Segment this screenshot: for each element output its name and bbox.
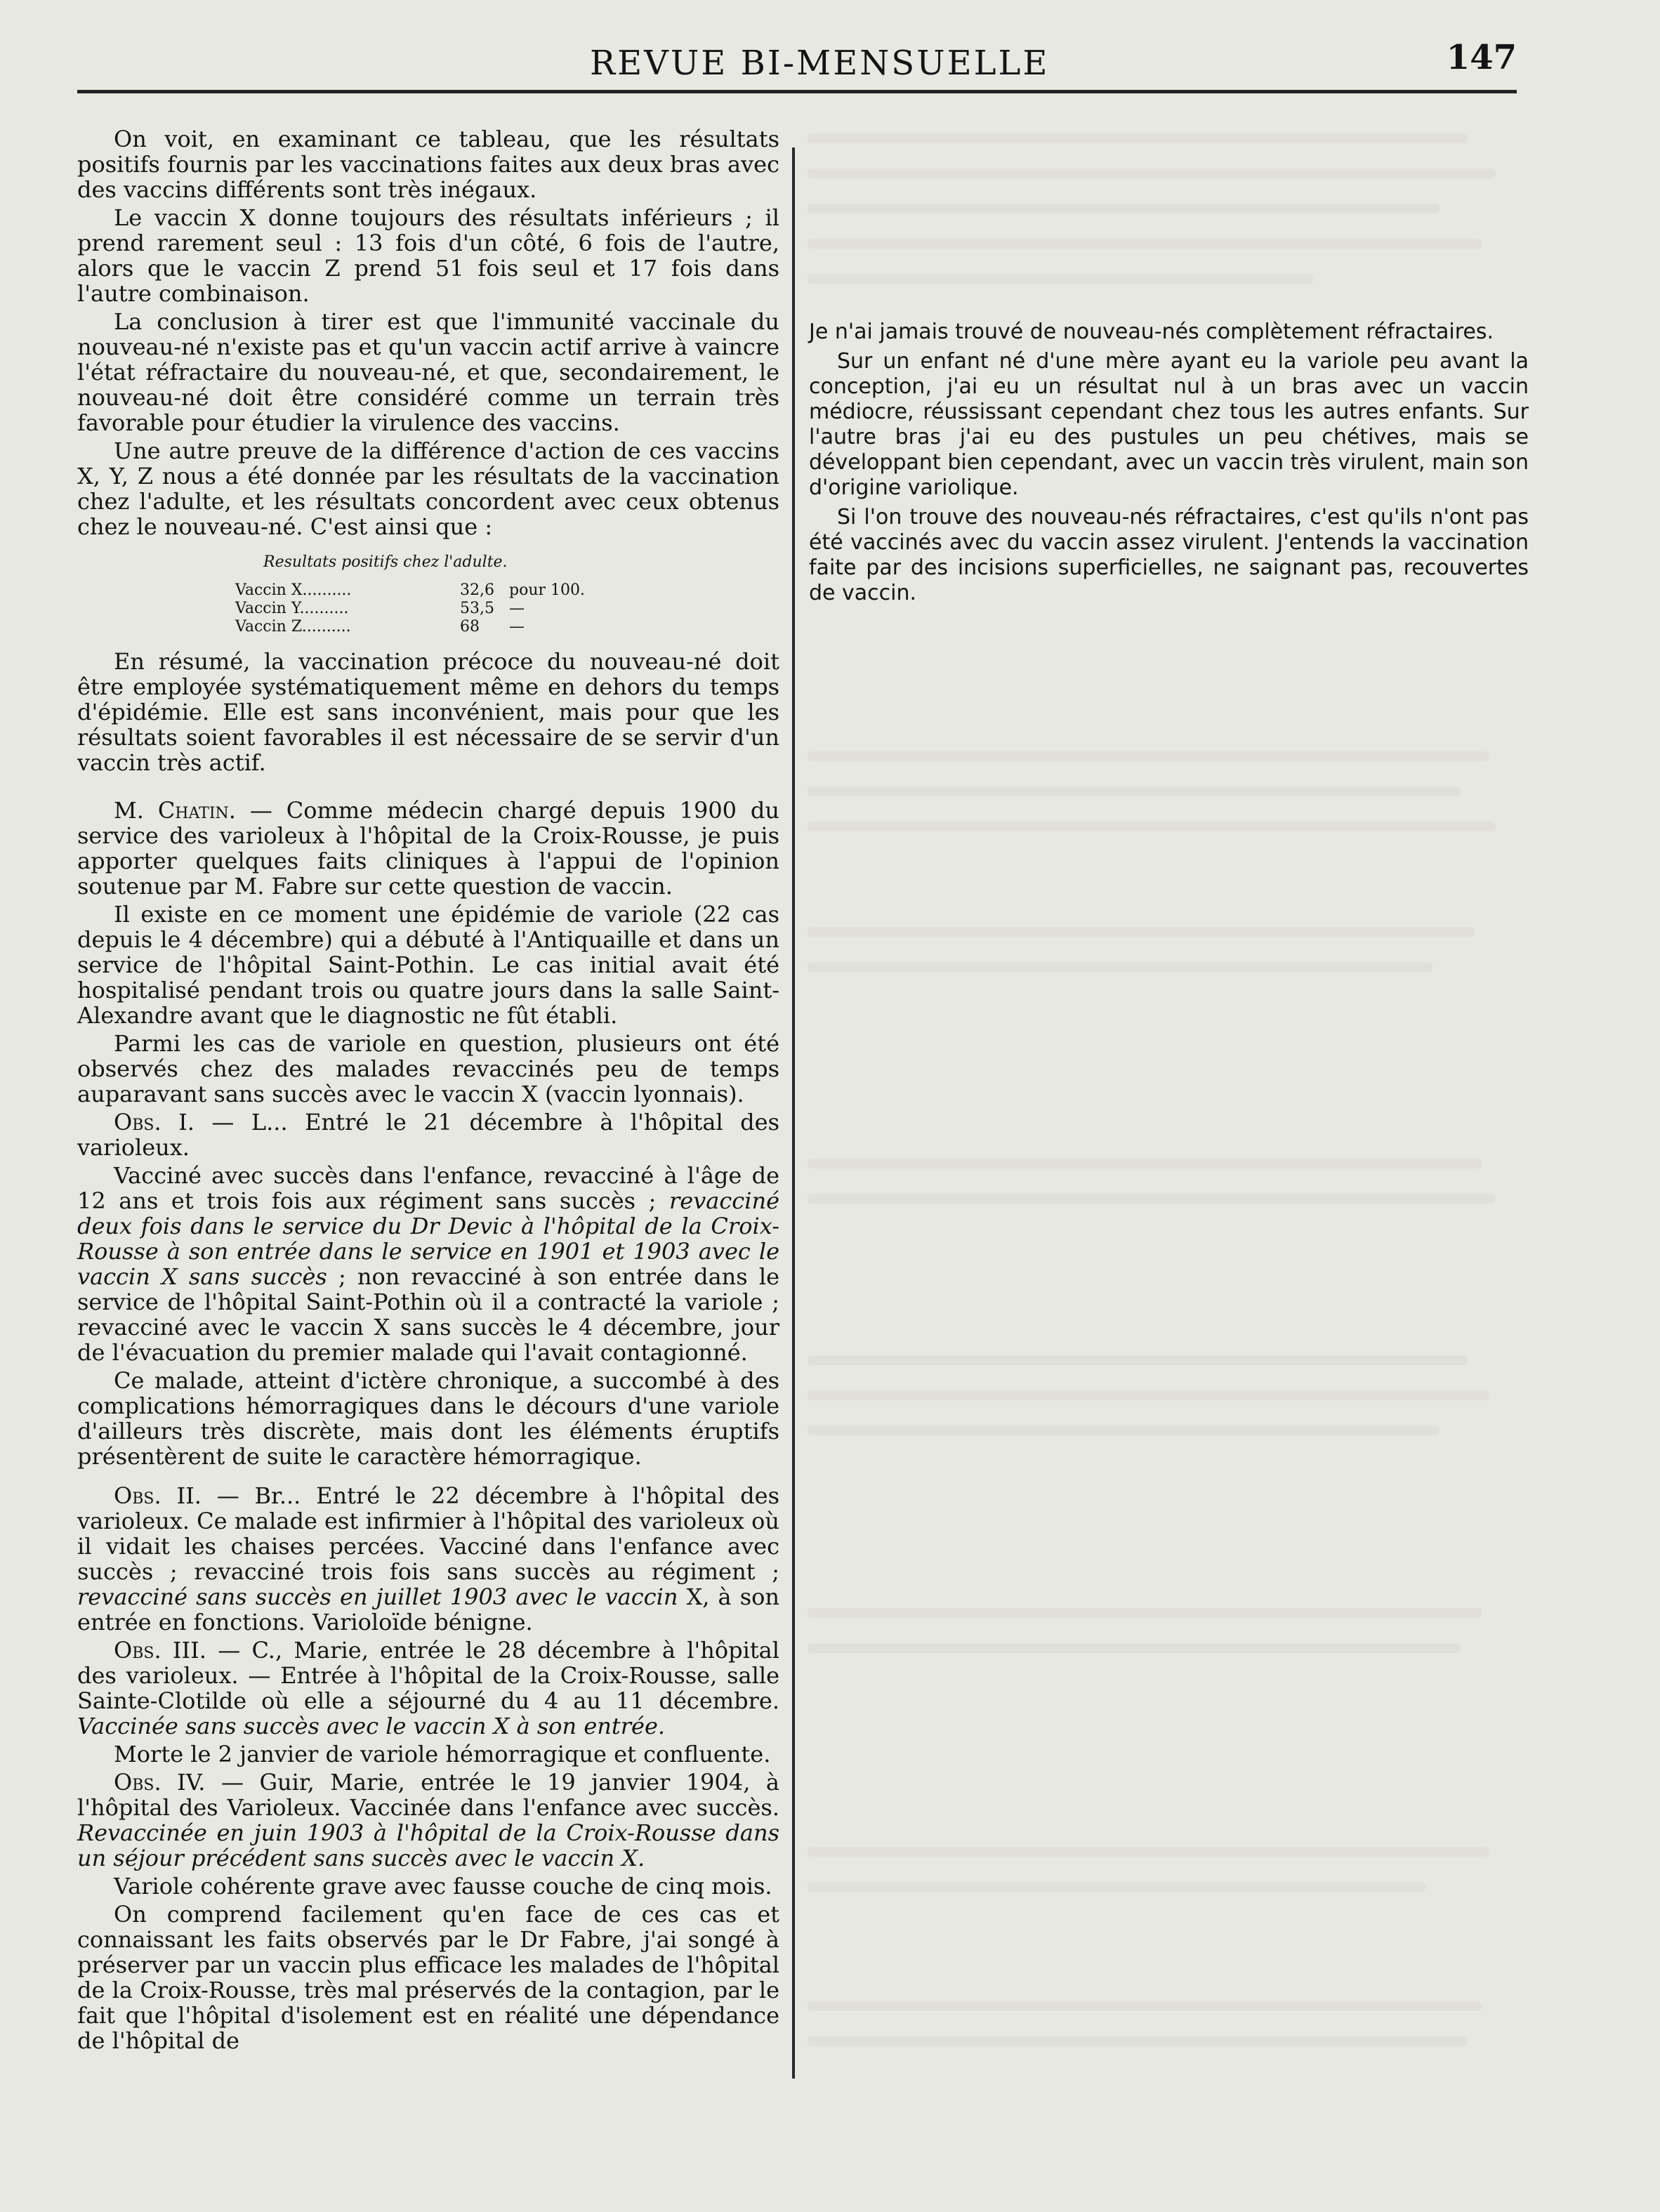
row-value: 53,5 — [460, 600, 494, 617]
paragraph: Vacciné avec succès dans l'enfance, revacciné à l'âge de 12 ans et trois fois aux régiment sans succès ; revacciné deux fois dans le service du Dr Devic à l'hôpital de la Croix-Rousse à son entrée dans le service en 1901 et 1903 avec le vaccin X sans succès ; non revacciné à son entrée dans le service de l'hôpital Saint-Pothin où il a contracté la variole ; revacciné avec le vaccin X sans succès le 4 décembre, jour de l'évacuation du premier malade qui l'avait contagionné. — [77, 1162, 780, 1366]
paragraph: Il existe en ce moment une épidémie de variole (22 cas depuis le 4 décembre) qui a débuté à l'Antiquaille et dans un service de l'hôpital Saint-Pothin. Le cas initial avait été hospitalisé pendant trois ou quatre jours dans la salle Saint-Alexandre avant que le diagnostic ne fût établi. — [77, 901, 779, 1029]
observation-heading: Obs. III. — [114, 1637, 206, 1664]
right-column — [809, 320, 1529, 610]
row-value: 68 — [460, 618, 480, 636]
left-column — [77, 126, 779, 2056]
table-caption: Resultats positifs chez l'adulte. — [263, 553, 508, 571]
paragraph: Le vaccin X donne toujours des résultats inférieurs ; il prend rarement seul : 13 fois d'un côté, 6 fois de l'autre, alors que le vaccin Z prend 51 fois seul et 17 fois dans l'autre combinaison. — [77, 204, 779, 307]
row-label: Vaccin Y.......... — [235, 600, 349, 617]
row-label: Vaccin Z.......... — [235, 618, 351, 636]
paragraph: Si l'on trouve des nouveau-nés réfractaires, c'est qu'ils n'ont pas été vaccinés avec du vaccin assez virulent. J'entends la vaccination faite par des incisions superficielles, ne saignant pas, recouvertes de vaccin. — [809, 505, 1529, 605]
row-unit: — — [509, 600, 525, 617]
observation-3: Obs. III. — C., Marie, entrée le 28 décembre à l'hôpital des varioleux. — Entrée à l'hôpital de la Croix-Rousse, salle Sainte-Clotilde où elle a séjourné du 4 au 11 décembre. Vaccinée sans succès avec le vaccin X à son entrée. — [77, 1637, 779, 1739]
paragraph: En résumé, la vaccination précoce du nouveau-né doit être employée systématiquement même en dehors du temps d'épidémie. Elle est sans inconvénient, mais pour que les résultats soient favorables il est nécessaire de se servir d'un vaccin très actif. — [77, 648, 779, 776]
table-row — [235, 600, 779, 618]
column-divider — [792, 147, 795, 2079]
observation-2: Obs. II. — Br... Entré le 22 décembre à l'hôpital des varioleux. Ce malade est infirmier à l'hôpital des varioleux où il vidait les chaises percées. Vacciné dans l'enfance avec succès ; revacciné trois fois sans succès au régiment ; revacciné sans succès en juillet 1903 avec le vaccin X, à son entrée en fonctions. Varioloïde bénigne. — [77, 1482, 780, 1635]
page-number: 147 — [1446, 38, 1517, 77]
paragraph-text: — Comme médecin chargé depuis 1900 du service des varioleux à l'hôpital de la Croix-Rousse, je puis apporter quelques faits cliniques à l'appui de l'opinion soutenue par M. Fabre sur cette question de vaccin. — [77, 797, 780, 900]
paragraph: Variole cohérente grave avec fausse couche de cinq mois. — [114, 1873, 772, 1900]
observation-heading: Obs. I. — [114, 1109, 195, 1135]
observation-1: Obs. I. — L... Entré le 21 décembre à l'hôpital des varioleux. — [77, 1109, 779, 1161]
row-unit: pour 100. — [509, 581, 585, 599]
table-row — [235, 618, 779, 636]
row-unit: — — [509, 618, 525, 636]
running-header — [63, 37, 1517, 86]
paragraph: Ce malade, atteint d'ictère chronique, a succombé à des complications hémorragiques dans le décours d'une variole d'ailleurs très discrète, mais dont les éléments éruptifs présentèrent de suite le caractère hémorragique. — [77, 1367, 779, 1470]
paragraph: On comprend facilement qu'en face de ces cas et connaissant les faits observés par le Dr Fabre, j'ai songé à préserver par un vaccin plus efficace les malades de l'hôpital de la Croix-Rousse, très mal préservés de la contagion, par le fait que l'hôpital d'isolement est en réalité une dépendance de l'hôpital de — [77, 1901, 779, 2054]
paragraph: Une autre preuve de la différence d'action de ces vaccins X, Y, Z nous a été donnée par les résultats de la vaccination chez l'adulte, et les résultats concordent avec ceux obtenus chez le nouveau-né. C'est ainsi que : — [77, 437, 779, 540]
paragraph: Je n'ai jamais trouvé de nouveau-nés complètement réfractaires. — [809, 320, 1494, 344]
journal-title: REVUE BI-MENSUELLE — [590, 44, 1050, 83]
paragraph: Sur un enfant né d'une mère ayant eu la variole peu avant la conception, j'ai eu un résultat nul à un bras avec un vaccin médiocre, réussissant cependant chez tous les autres enfants. Sur l'autre bras j'ai eu des pustules un peu chétives, mais se développant bien cependant, avec un vaccin très virulent, main son d'origine variolique. — [809, 349, 1529, 500]
speaker-name: M. Chatin. — [114, 797, 236, 824]
observation-4: Obs. IV. — Guir, Marie, entrée le 19 janvier 1904, à l'hôpital des Varioleux. Vaccinée dans l'enfance avec succès. Revaccinée en juin 1903 à l'hôpital de la Croix-Rousse dans un séjour précédent sans succès avec le vaccin X. — [77, 1769, 779, 1871]
table-row — [235, 581, 779, 600]
paragraph — [77, 798, 779, 899]
paragraph: Morte le 2 janvier de variole hémorragique et confluente. — [114, 1741, 771, 1767]
adult-results-table — [235, 553, 779, 636]
observation-heading: Obs. IV. — [114, 1769, 206, 1796]
row-label: Vaccin X.......... — [235, 581, 352, 599]
paragraph: La conclusion à tirer est que l'immunité vaccinale du nouveau-né n'existe pas et qu'un vaccin actif arrive à vaincre l'état réfractaire du nouveau-né, et que, secondairement, le nouveau-né doit être considéré comme un terrain très favorable pour étudier la virulence des vaccins. — [77, 308, 779, 436]
paragraph: On voit, en examinant ce tableau, que les résultats positifs fournis par les vaccinations faites aux deux bras avec des vaccins différents sont très inégaux. — [77, 126, 779, 203]
observation-heading: Obs. II. — [114, 1482, 202, 1509]
paragraph: Parmi les cas de variole en question, plusieurs ont été observés chez des malades revaccinés peu de temps auparavant sans succès avec le vaccin X (vaccin lyonnais). — [77, 1030, 779, 1107]
row-value: 32,6 — [460, 581, 494, 599]
header-rule — [77, 90, 1517, 93]
